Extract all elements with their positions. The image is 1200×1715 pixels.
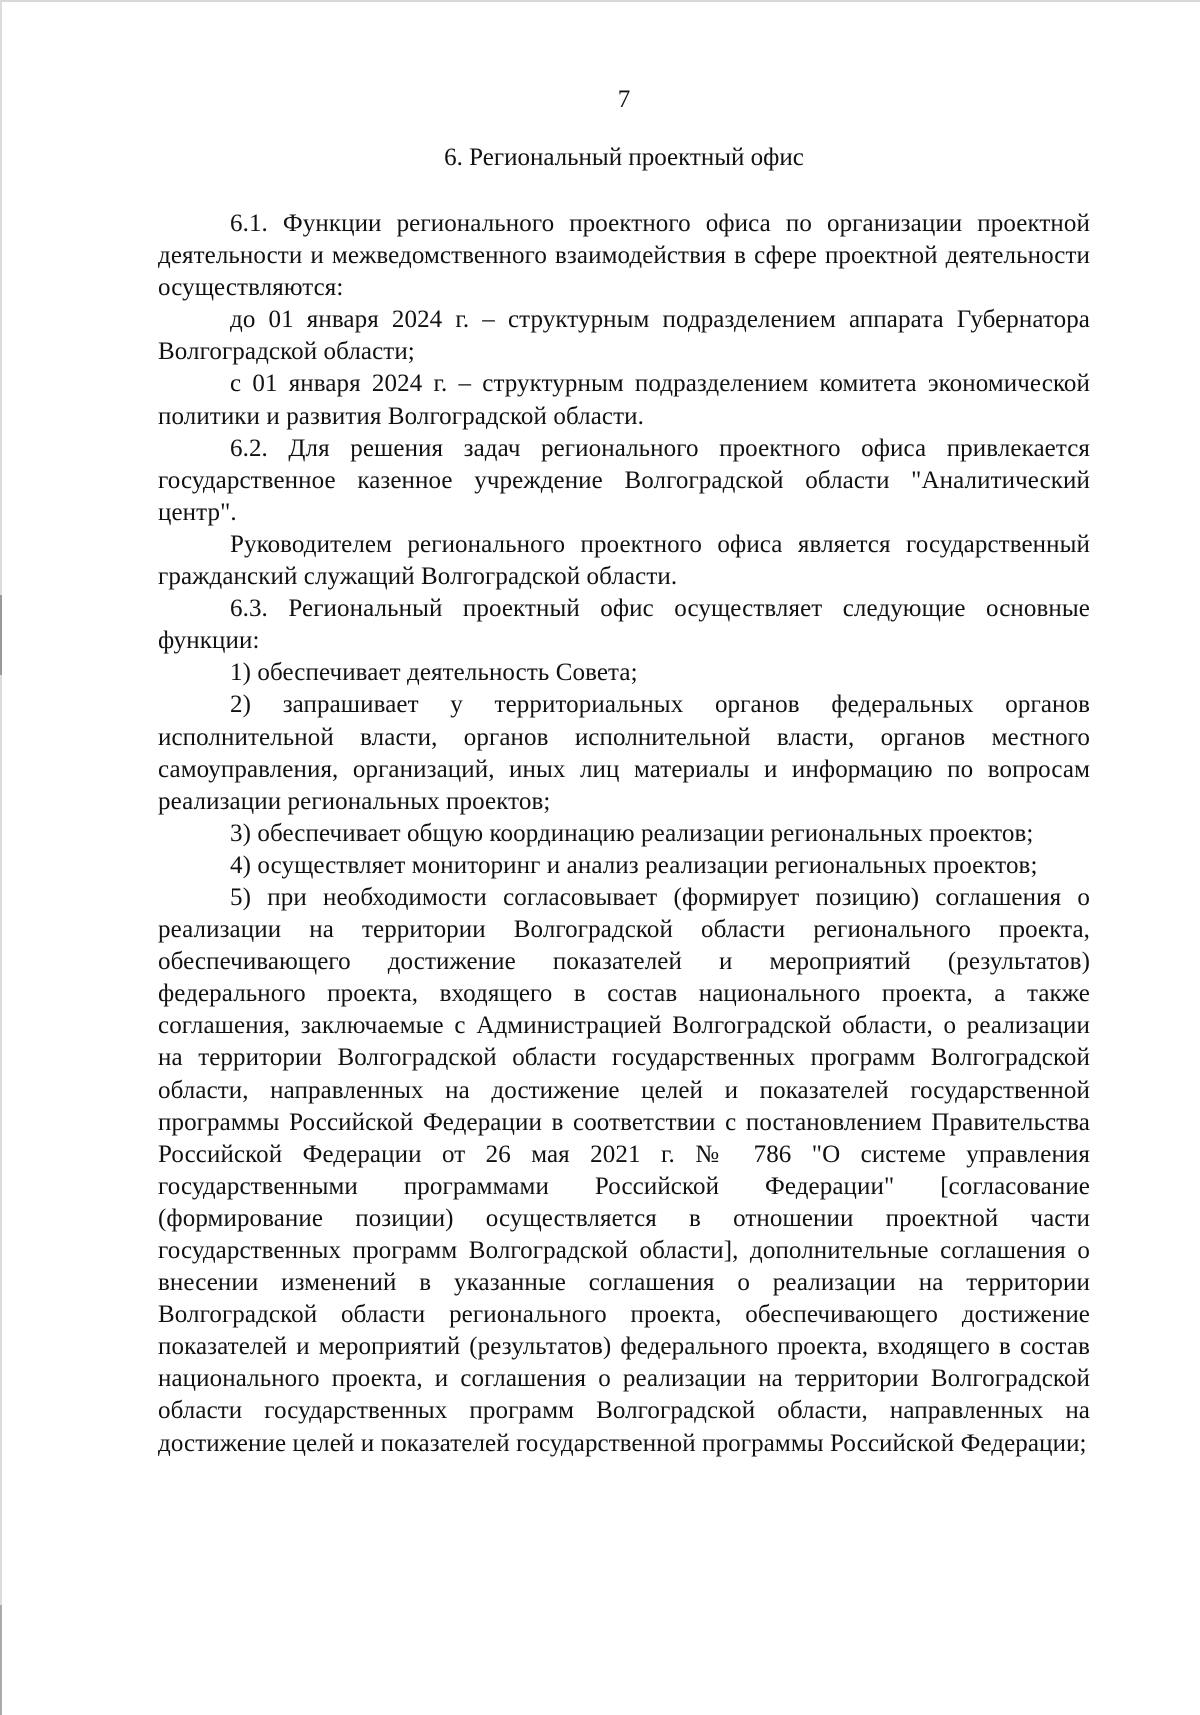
list-item-1: 1) обеспечивает деятельность Совета; bbox=[230, 659, 638, 687]
scan-edge-top bbox=[0, 0, 1200, 2]
list-item-2: 2) запрашивает у территориальных органов федеральных органов исполнительной власти, органов исполнительной власти, органов местного самоуправления, организаций, иных лиц материалы и информацию по вопросам реализации региональных проектов; bbox=[158, 691, 1090, 815]
section-title: 6. Региональный проектный офис bbox=[444, 144, 804, 171]
paragraph-6-2: 6.2. Для решения задач регионального проектного офиса привлекается государственное казенное учреждение Волгоградской области "Аналитический центр". bbox=[158, 434, 1090, 526]
document-body bbox=[158, 208, 1090, 1460]
list-item-3: 3) обеспечивает общую координацию реализации региональных проектов; bbox=[230, 819, 1034, 847]
paragraph-from-2024: с 01 января 2024 г. – структурным подразделением комитета экономической политики и развития Волгоградской области. bbox=[158, 370, 1090, 430]
scan-mark bbox=[0, 595, 2, 675]
page-number: 7 bbox=[617, 86, 631, 113]
scan-mark bbox=[0, 1605, 2, 1715]
paragraph-until-2024: до 01 января 2024 г. – структурным подразделением аппарата Губернатора Волгоградской области; bbox=[158, 306, 1090, 366]
list-item-4: 4) осуществляет мониторинг и анализ реализации региональных проектов; bbox=[230, 851, 1038, 879]
paragraph-head-of-office: Руководителем регионального проектного офиса является государственный гражданский служащий Волгоградской области. bbox=[158, 530, 1090, 591]
paragraph-6-1: 6.1. Функции регионального проектного офиса по организации проектной деятельности и межведомственного взаимодействия в сфере проектной деятельности осуществляются: bbox=[158, 210, 1090, 302]
scan-edge-left bbox=[0, 0, 2, 1715]
list-item-5: 5) при необходимости согласовывает (формирует позицию) соглашения о реализации на территории Волгоградской области регионального проекта, обеспечивающего достижение показателей и мероприятий (результатов) федерального проекта, входящего в состав национального проекта, а также соглашения, заключаемые с Администрацией Волгоградской области, о реализации на территории Волгоградской области государственных программ Волгоградской области, направленных на достижение целей и показателей государственной программы Российской Федерации в соответствии с постановлением Правительства Российской Федерации от 26 мая 2021 г. № 786 "О системе управления государственными программами Российской Федерации" [согласование (формирование позиции) осуществляется в отношении проектной части государственных программ Волгоградской области], дополнительные соглашения о внесении изменений в указанные соглашения о реализации на территории Волгоградской области регионального проекта, обеспечивающего достижение показателей и мероприятий (результатов) федерального проекта, входящего в состав национального проекта, и соглашения о реализации на территории Волгоградской области государственных программ Волгоградской области, направленных на достижение целей и показателей государственной программы Российской Федерации; bbox=[158, 883, 1090, 1457]
paragraph-6-3: 6.3. Региональный проектный офис осуществляет следующие основные функции: bbox=[158, 595, 1090, 655]
